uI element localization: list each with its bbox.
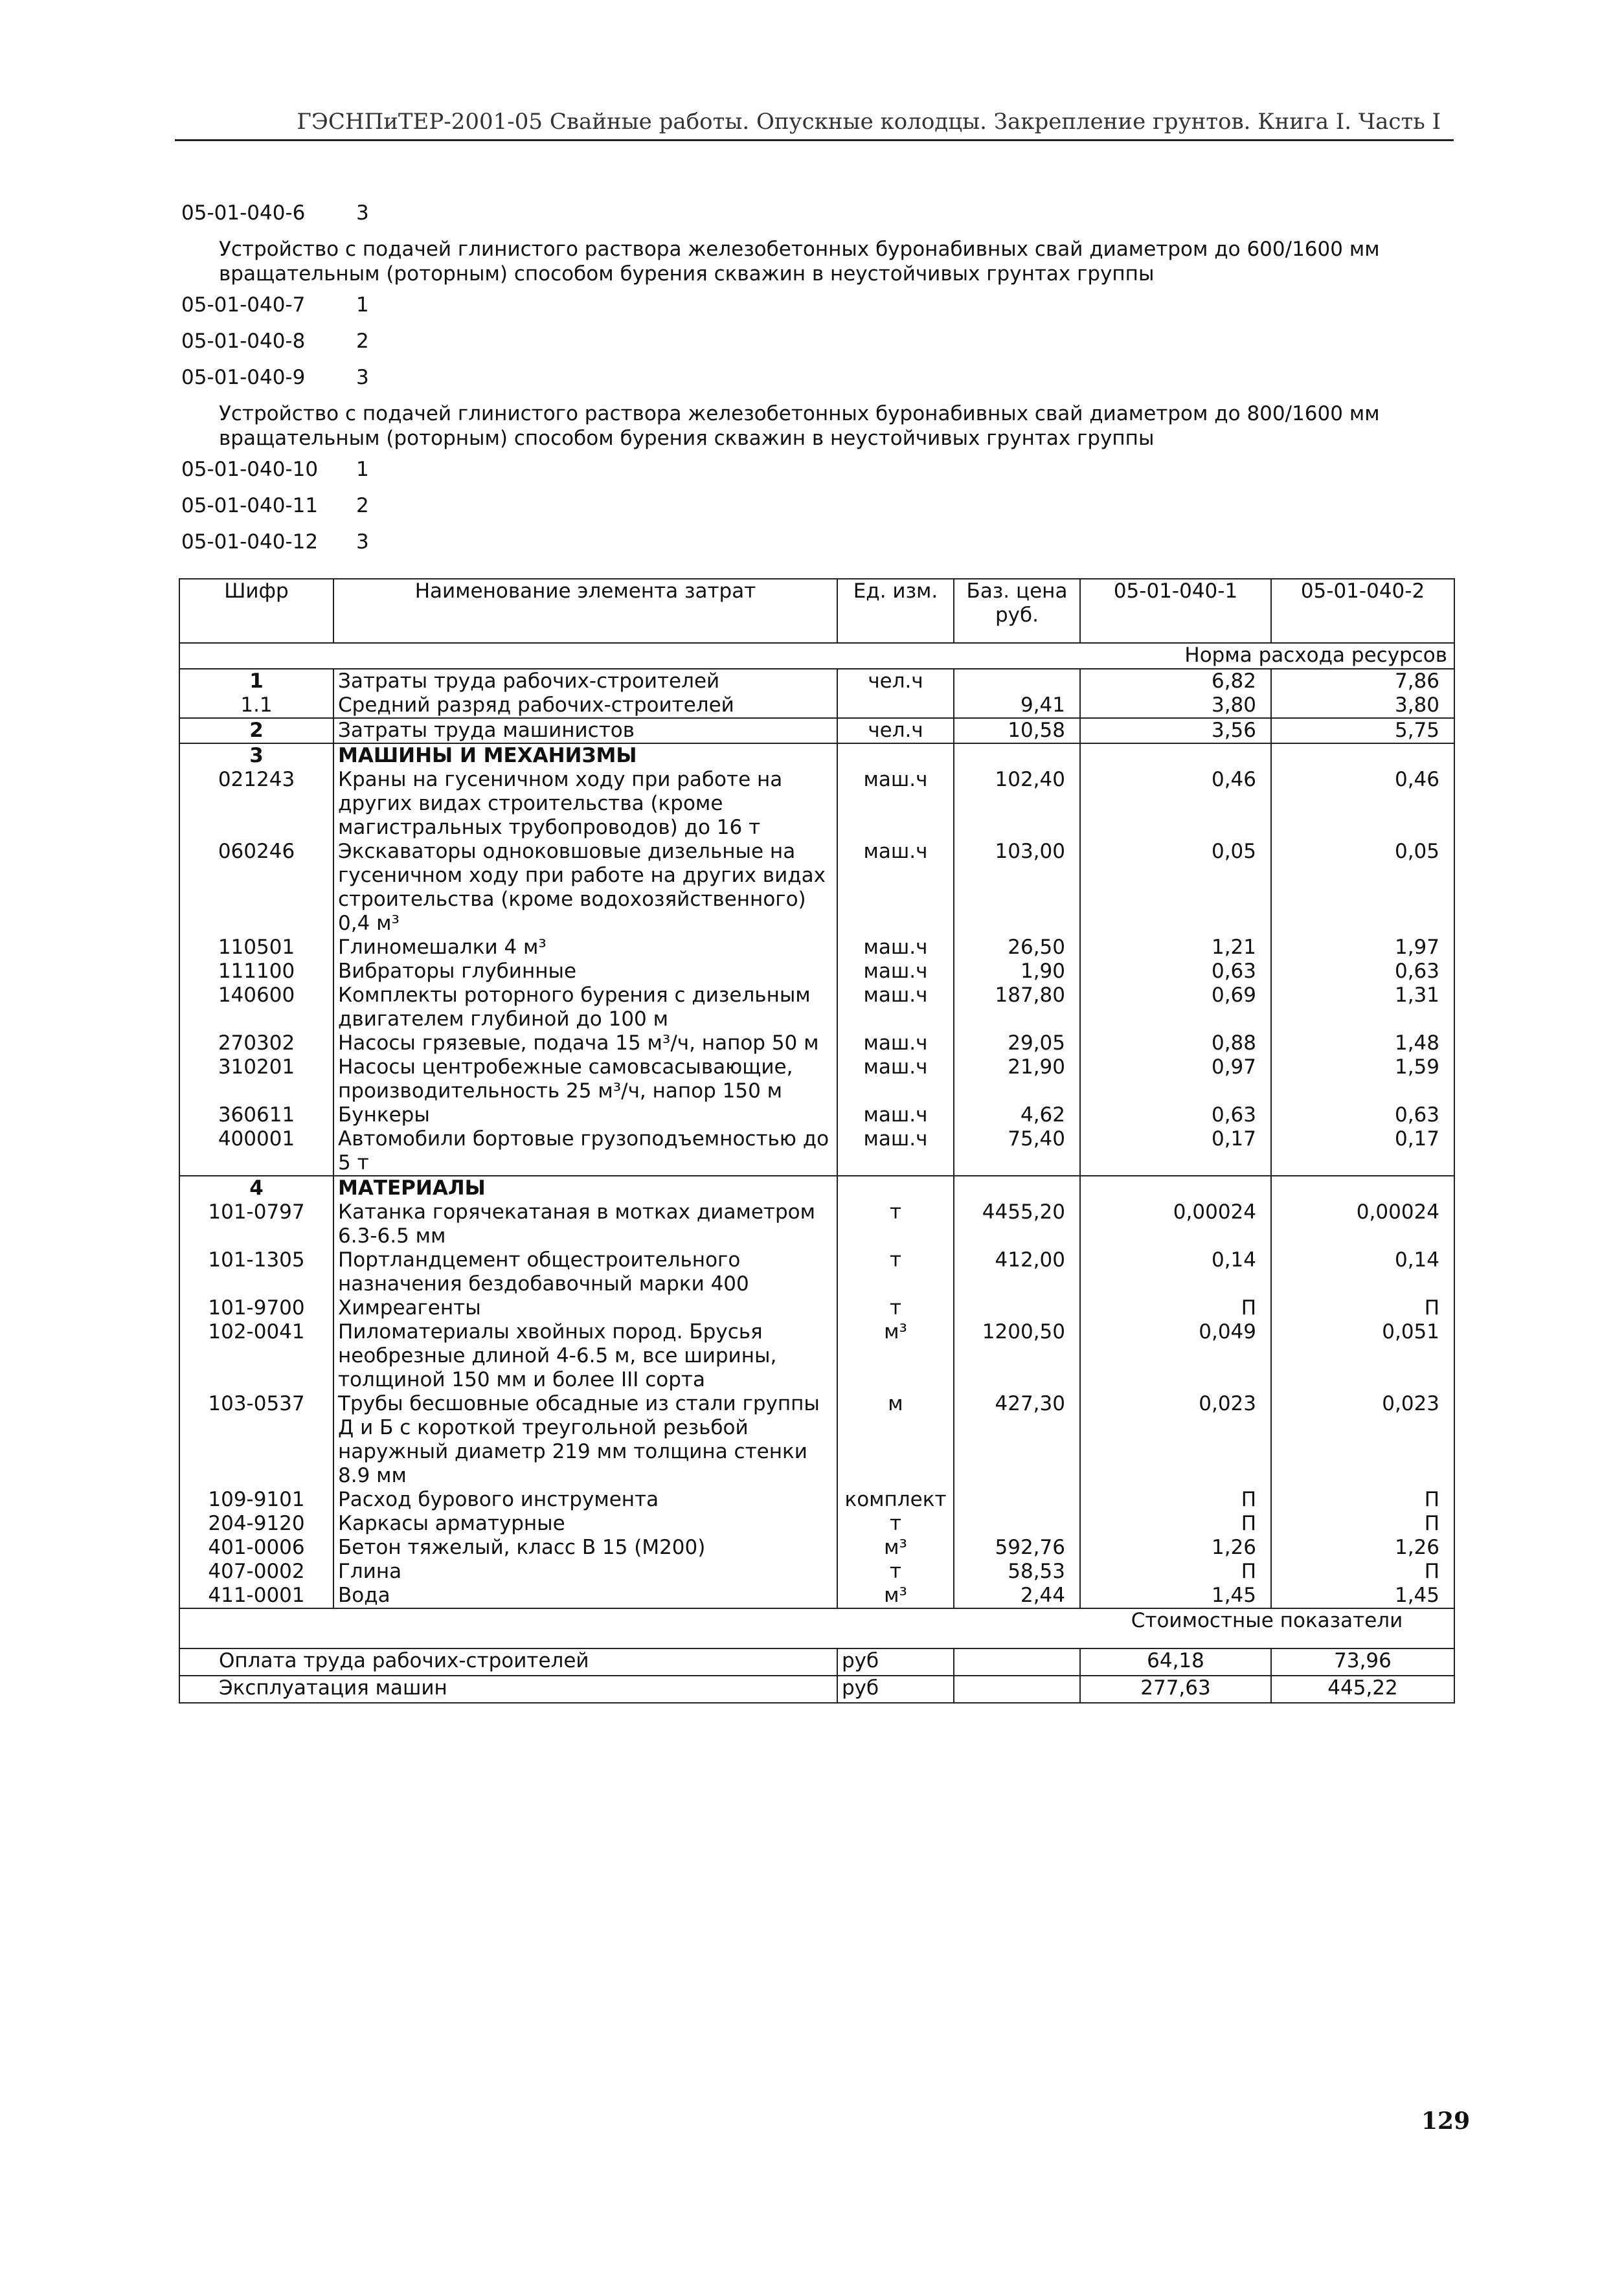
cell-value-1: 0,00024 [1080,1200,1271,1248]
cell-name [333,1031,837,1055]
table-row [179,669,1454,693]
cell-value-1: П [1080,1488,1271,1512]
cell-code: 101-9700 [179,1296,333,1320]
table-header [179,579,1454,643]
cell-price: 9,41 [954,693,1080,718]
table-row [179,984,1454,1031]
name-text: Глиномешалки 4 м³ [338,936,547,959]
soil-group: 2 [356,494,369,517]
cell-code: 101-1305 [179,1248,333,1296]
name-text: Химреагенты [338,1296,481,1320]
description: Устройство с подачей глинистого раствора железобетонных буронабивных свай диаметром до 600/1600 мм вращательным (роторным) способом бурения скважин в неустойчивых грунтах группы [219,238,1380,286]
cell-code: 060246 [179,840,333,936]
cell-price: 26,50 [954,936,1080,960]
total-name: Оплата труда рабочих-строителей [179,1648,837,1676]
cell-value-1: 0,97 [1080,1055,1271,1103]
header-col1: 05-01-040-1 [1080,579,1271,643]
cell-value-2: 1,59 [1271,1055,1454,1103]
soil-group: 2 [356,330,369,353]
cell-value-1: 1,45 [1080,1584,1271,1608]
cell-unit: м³ [837,1320,954,1392]
cell-value-1: 3,56 [1080,718,1271,743]
cell-value-1: 0,63 [1080,1103,1271,1127]
table-row [179,1103,1454,1127]
cell-name [333,669,837,693]
cell-value-1: 1,21 [1080,936,1271,960]
cell-name [333,1200,837,1248]
description: Устройство с подачей глинистого раствора железобетонных буронабивных свай диаметром до 800/1600 мм вращательным (роторным) способом бурения скважин в неустойчивых грунтах группы [219,402,1380,450]
total-value-1: 64,18 [1080,1648,1271,1676]
name-text: Затраты труда рабочих-строителей [338,669,720,693]
section-title: МАТЕРИАЛЫ [333,1176,837,1200]
cell-value-2: 0,05 [1271,840,1454,936]
total-value-2: 73,96 [1271,1648,1454,1676]
name-text: Пиломатериалы хвойных пород. Брусья необрезные длиной 4-6.5 м, все ширины, толщиной 150 мм и более III сорта [338,1320,777,1391]
cell-value-1: 0,46 [1080,768,1271,840]
total-unit: руб [837,1648,954,1676]
cell-price: 1200,50 [954,1320,1080,1392]
cell-value-2: 0,051 [1271,1320,1454,1392]
cell-unit: комплект [837,1488,954,1512]
cell-value-2: 3,80 [1271,693,1454,718]
running-header [175,109,1454,141]
header-col2: 05-01-040-2 [1271,579,1454,643]
norm-code: 05-01-040-10 [181,458,319,481]
total-unit: руб [837,1676,954,1703]
cell-value-2: П [1271,1560,1454,1584]
cost-label: Стоимостные показатели [1080,1608,1454,1648]
cell-code: 1 [179,669,333,693]
cell-value-1: 0,17 [1080,1127,1271,1176]
cell-code: 401-0006 [179,1536,333,1560]
cell-price [954,669,1080,693]
page-number: 129 [1421,2108,1471,2135]
code-line [181,457,1438,493]
cell-unit: т [837,1248,954,1296]
section-materials [179,1176,1454,1200]
cell-value-1: 3,80 [1080,693,1271,718]
cell-value-1: 1,26 [1080,1536,1271,1560]
code-line [181,293,1438,329]
cell-value-1: 0,14 [1080,1248,1271,1296]
section-code: 3 [179,743,333,768]
cell-price: 103,00 [954,840,1080,936]
cell-code: 140600 [179,984,333,1031]
name-text: Насосы центробежные самовсасывающие, производительность 25 м³/ч, напор 150 м [338,1055,793,1103]
cell-name [333,1055,837,1103]
soil-group: 3 [356,366,369,389]
name-text: Насосы грязевые, подача 15 м³/ч, напор 50 м [338,1031,819,1055]
table-row [179,1296,1454,1320]
norm-code: 05-01-040-6 [181,201,306,225]
name-text: Катанка горячекатаная в мотках диаметром 6.3-6.5 мм [338,1200,815,1248]
table-row [179,1512,1454,1536]
cell-unit: маш.ч [837,768,954,840]
cell-code: 270302 [179,1031,333,1055]
cell-price [954,1488,1080,1512]
cell-unit: м³ [837,1536,954,1560]
cell-unit: маш.ч [837,1103,954,1127]
cell-price: 412,00 [954,1248,1080,1296]
header-unit: Ед. изм. [837,579,954,643]
cell-unit: м [837,1392,954,1488]
cell-price: 29,05 [954,1031,1080,1055]
cell-value-2: 7,86 [1271,669,1454,693]
cell-code: 400001 [179,1127,333,1176]
total-value-2: 445,22 [1271,1676,1454,1703]
cell-price: 75,40 [954,1127,1080,1176]
cell-unit: маш.ч [837,960,954,984]
total-value-1: 277,63 [1080,1676,1271,1703]
name-text: Трубы бесшовные обсадные из стали группы Д и Б с короткой треугольной резьбой наружный диаметр 219 мм толщина стенки 8.9 мм [338,1392,820,1487]
cell-unit: т [837,1296,954,1320]
cell-name [333,1560,837,1584]
cell-price: 4,62 [954,1103,1080,1127]
cell-price: 4455,20 [954,1200,1080,1248]
cell-value-2: 0,14 [1271,1248,1454,1296]
cell-price: 592,76 [954,1536,1080,1560]
resource-table [179,578,1455,1704]
cell-value-2: 0,00024 [1271,1200,1454,1248]
total-row [179,1648,1454,1676]
table-row [179,1536,1454,1560]
cell-price: 1,90 [954,960,1080,984]
table-row [179,1392,1454,1488]
norm-code: 05-01-040-8 [181,330,306,353]
cell-unit: маш.ч [837,1031,954,1055]
cell-code: 021243 [179,768,333,840]
table-row [179,1248,1454,1296]
cell-name [333,693,837,718]
header-code: Шифр [179,579,333,643]
cell-value-1: 0,023 [1080,1392,1271,1488]
cell-price [954,1296,1080,1320]
header-title: ГЭСНПиТЕР-2001-05 Свайные работы. Опускные колодцы. Закрепление грунтов. Книга I. Часть I [297,109,1441,135]
table-row [179,1320,1454,1392]
cell-code: 360611 [179,1103,333,1127]
table-row [179,960,1454,984]
cell-value-2: 1,26 [1271,1536,1454,1560]
norm-label: Норма расхода ресурсов [1080,643,1454,669]
cell-name [333,840,837,936]
cell-name [333,1248,837,1296]
cell-value-1: 0,69 [1080,984,1271,1031]
cell-price: 427,30 [954,1392,1080,1488]
soil-group: 1 [356,458,369,481]
cell-value-2: 5,75 [1271,718,1454,743]
cell-unit: маш.ч [837,984,954,1031]
cell-name [333,1103,837,1127]
table-row [179,1584,1454,1608]
name-text: Глина [338,1560,402,1583]
cell-name [333,1536,837,1560]
cell-value-2: 1,97 [1271,936,1454,960]
table-row [179,1127,1454,1176]
cell-unit: т [837,1560,954,1584]
name-text: Краны на гусеничном ходу при работе на других видах строительства (кроме магистральных трубопроводов) до 16 т [338,768,783,839]
norm-code: 05-01-040-9 [181,366,306,389]
cell-code: 110501 [179,936,333,960]
cell-code: 102-0041 [179,1320,333,1392]
code-line [181,493,1438,530]
cell-name [333,1320,837,1392]
code-line [181,530,1438,566]
norm-label-row [179,643,1454,669]
cell-unit [837,693,954,718]
cell-name [333,984,837,1031]
header-name: Наименование элемента затрат [333,579,837,643]
header-price: Баз. цена руб. [954,579,1080,643]
cell-code: 103-0537 [179,1392,333,1488]
cell-value-1: 0,05 [1080,840,1271,936]
cell-unit: чел.ч [837,669,954,693]
cell-name [333,1296,837,1320]
cell-value-1: 0,88 [1080,1031,1271,1055]
name-text: Средний разряд рабочих-строителей [338,693,734,717]
cell-code: 111100 [179,960,333,984]
table-row [179,1488,1454,1512]
cell-unit: маш.ч [837,840,954,936]
table-row [179,1560,1454,1584]
name-text: Бетон тяжелый, класс В 15 (М200) [338,1536,706,1559]
cell-value-2: 1,48 [1271,1031,1454,1055]
section-machines [179,743,1454,768]
section-code: 4 [179,1176,333,1200]
name-text: Затраты труда машинистов [338,719,635,742]
cell-name [333,936,837,960]
cell-price: 58,53 [954,1560,1080,1584]
section-title: МАШИНЫ И МЕХАНИЗМЫ [333,743,837,768]
cell-code: 1.1 [179,693,333,718]
name-text: Вибраторы глубинные [338,960,577,983]
soil-group: 1 [356,293,369,317]
cell-name [333,1512,837,1536]
name-text: Каркасы арматурные [338,1512,565,1535]
cell-value-2: 0,63 [1271,960,1454,984]
cell-name [333,1127,837,1176]
table-body [179,643,1454,1703]
cell-price: 21,90 [954,1055,1080,1103]
cell-unit: чел.ч [837,718,954,743]
cell-value-1: 6,82 [1080,669,1271,693]
table-row [179,1200,1454,1248]
table-row [179,1055,1454,1103]
cell-value-2: П [1271,1488,1454,1512]
table-row [179,1031,1454,1055]
cell-unit: т [837,1512,954,1536]
cell-name [333,960,837,984]
name-text: Комплекты роторного бурения с дизельным двигателем глубиной до 100 м [338,984,811,1031]
table-row [179,693,1454,718]
cell-price: 2,44 [954,1584,1080,1608]
cell-name [333,718,837,743]
cell-code: 109-9101 [179,1488,333,1512]
cell-code: 310201 [179,1055,333,1103]
table-row [179,936,1454,960]
cell-unit: м³ [837,1584,954,1608]
table-row [179,840,1454,936]
cell-code: 204-9120 [179,1512,333,1536]
cell-value-2: П [1271,1512,1454,1536]
name-text: Бункеры [338,1103,430,1127]
code-line [181,201,1438,237]
cell-unit: маш.ч [837,1127,954,1176]
cell-value-2: 1,45 [1271,1584,1454,1608]
norm-code: 05-01-040-11 [181,494,319,517]
cell-name [333,768,837,840]
cell-value-2: 0,17 [1271,1127,1454,1176]
cell-code: 411-0001 [179,1584,333,1608]
norm-code: 05-01-040-7 [181,293,306,317]
intro-block [181,201,1438,566]
cell-value-1: П [1080,1560,1271,1584]
norm-code: 05-01-040-12 [181,530,319,554]
cell-name [333,1584,837,1608]
cell-price: 102,40 [954,768,1080,840]
cell-value-2: 0,63 [1271,1103,1454,1127]
cell-value-2: П [1271,1296,1454,1320]
cell-name [333,1488,837,1512]
total-row [179,1676,1454,1703]
cell-value-1: П [1080,1296,1271,1320]
cell-price [954,1512,1080,1536]
cell-value-1: 0,049 [1080,1320,1271,1392]
name-text: Вода [338,1584,390,1607]
cell-value-1: 0,63 [1080,960,1271,984]
name-text: Портландцемент общестроительного назначения бездобавочный марки 400 [338,1248,749,1296]
soil-group: 3 [356,201,369,225]
table-row [179,768,1454,840]
cost-label-row [179,1608,1454,1648]
name-text: Экскаваторы одноковшовые дизельные на гусеничном ходу при работе на других видах строительства (кроме водохозяйственного) 0,4 м³ [338,840,826,935]
name-text: Автомобили бортовые грузоподъемностью до 5 т [338,1127,829,1175]
soil-group: 3 [356,530,369,554]
table-row [179,718,1454,743]
cell-value-2: 0,023 [1271,1392,1454,1488]
cell-price: 187,80 [954,984,1080,1031]
name-text: Расход бурового инструмента [338,1488,659,1511]
cell-value-1: П [1080,1512,1271,1536]
cell-code: 101-0797 [179,1200,333,1248]
cell-name [333,1392,837,1488]
cell-code: 2 [179,718,333,743]
cell-value-2: 1,31 [1271,984,1454,1031]
cell-unit: маш.ч [837,1055,954,1103]
code-line [181,365,1438,401]
cell-unit: маш.ч [837,936,954,960]
code-line [181,329,1438,365]
cell-value-2: 0,46 [1271,768,1454,840]
cell-code: 407-0002 [179,1560,333,1584]
cell-unit: т [837,1200,954,1248]
cell-price: 10,58 [954,718,1080,743]
total-name: Эксплуатация машин [179,1676,837,1703]
